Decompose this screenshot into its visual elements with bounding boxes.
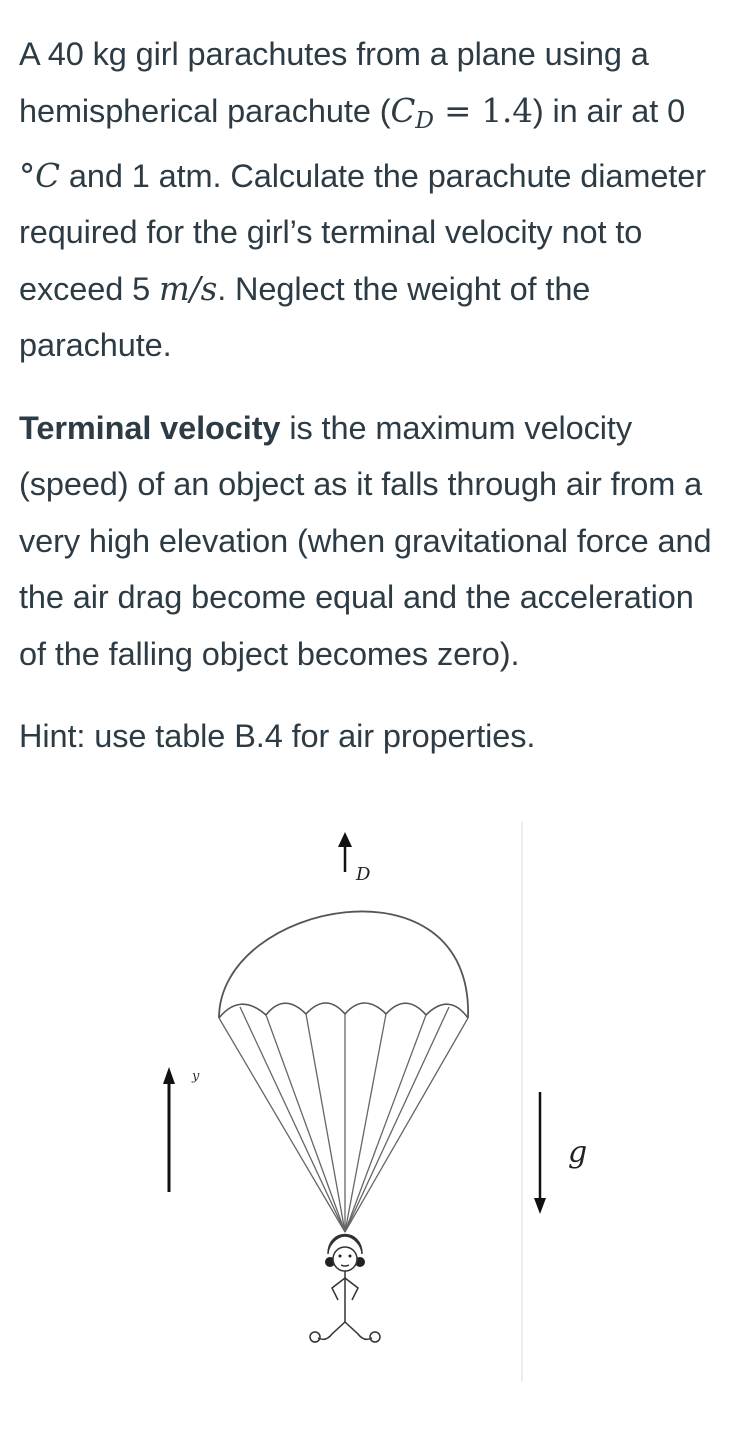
problem-text-part: and 1 atm. Calculate the parachute diameter required for the girl’s terminal velocity not to exceed 5	[19, 157, 706, 307]
problem-text	[19, 26, 724, 765]
drag-force-arrow	[338, 832, 352, 872]
problem-text-part: A 40 kg girl parachutes from a plane using a hemispherical parachute (	[19, 36, 649, 129]
drag-coefficient-value: = 1.4	[433, 91, 533, 130]
degree-symbol: °	[19, 156, 36, 195]
definition-text: is the maximum velocity (speed) of an object as it falls through air from a very high elevation (when gravitational force and the air drag become equal and the acceleration of the falling object becomes zero).	[19, 409, 712, 672]
gravity-label: g	[568, 1135, 588, 1170]
drag-coefficient-subscript: D	[415, 105, 434, 134]
hint: Hint: use table B.4 for air properties.	[19, 718, 536, 755]
parachute-canopy	[219, 911, 468, 1018]
drag-coefficient-symbol: C	[390, 91, 416, 130]
girl-figure	[310, 1235, 380, 1343]
canopy-rim	[219, 1003, 468, 1018]
problem-text-part: ) in air at 0	[532, 92, 686, 129]
definition-term: Terminal velocity	[19, 409, 281, 446]
y-axis-arrow	[163, 1067, 175, 1192]
terminal-velocity-definition	[19, 400, 724, 683]
velocity-unit: m/s	[159, 269, 218, 308]
temperature-unit: C	[35, 156, 60, 195]
gravity-arrow	[534, 1092, 546, 1214]
problem-statement	[19, 26, 724, 374]
y-axis-label: y	[192, 1069, 200, 1084]
parachute-diagram	[140, 822, 600, 1382]
suspension-lines	[219, 1007, 468, 1232]
drag-label: D	[356, 864, 371, 885]
parachute-figure	[140, 822, 600, 1382]
problem-text-part: . Neglect the weight of the parachute.	[19, 270, 591, 364]
